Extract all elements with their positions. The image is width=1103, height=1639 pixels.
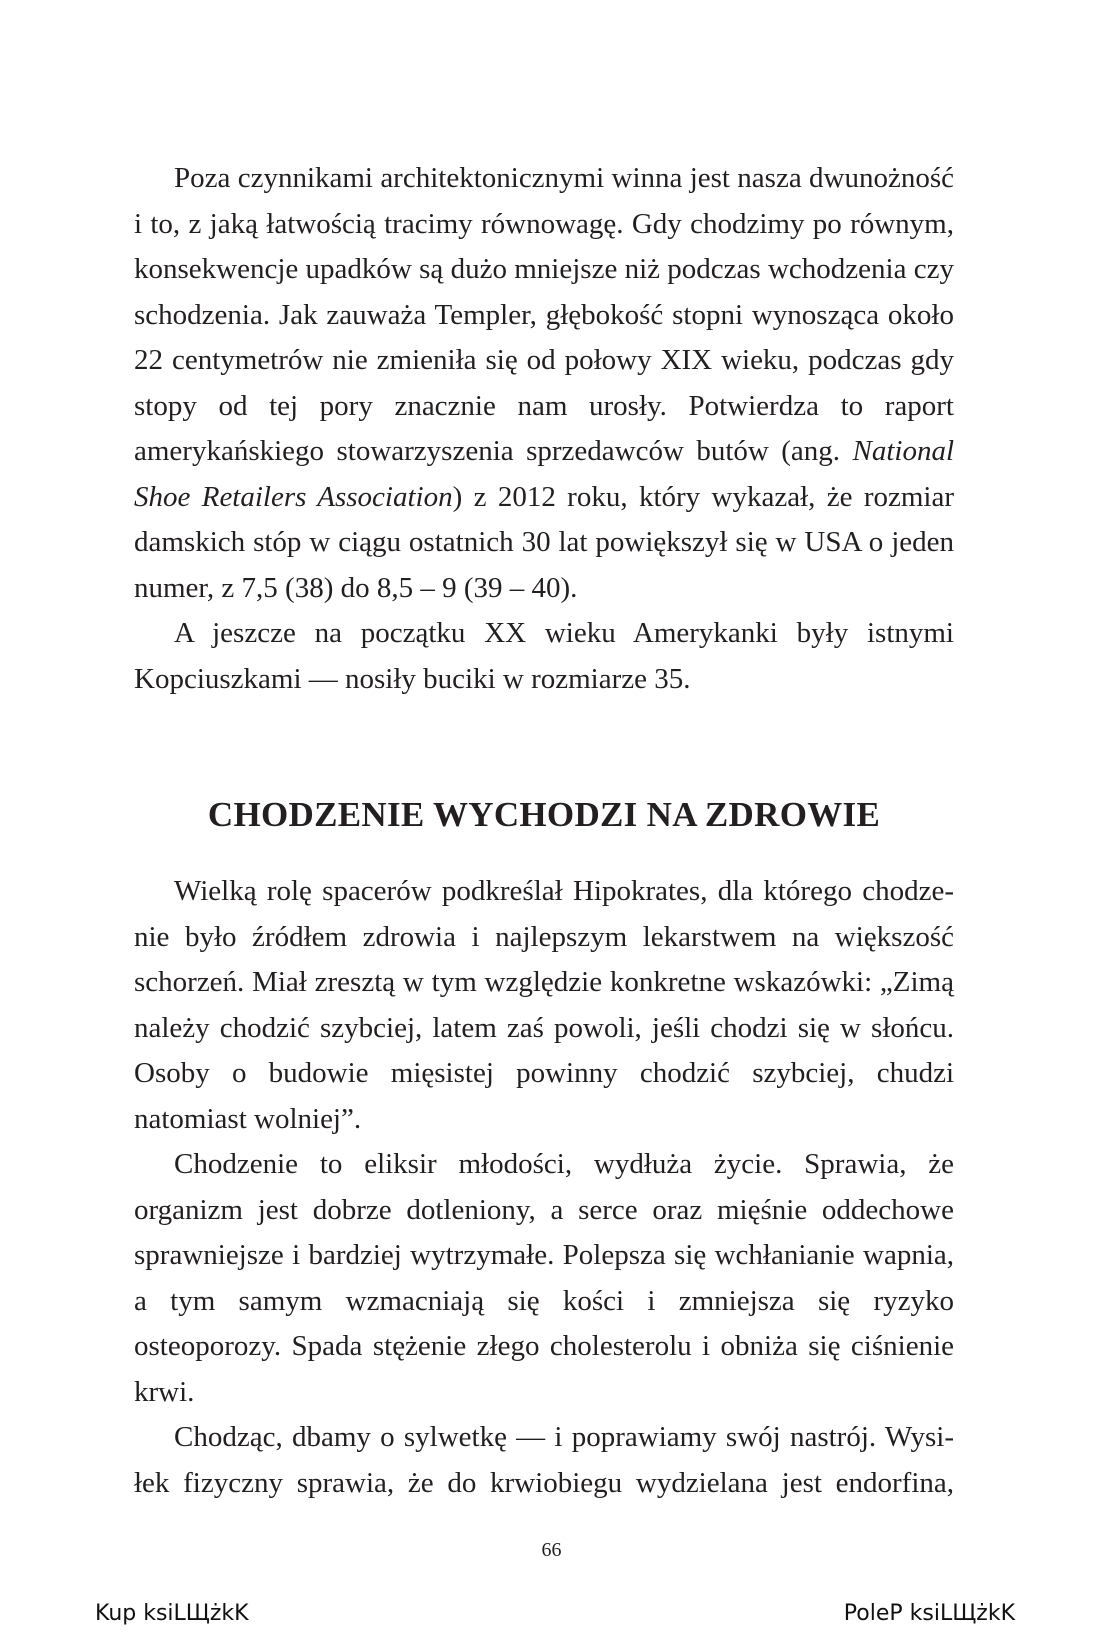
paragraph-hipokrates: Wielką rolę spacerów podkreślał Hipokrates, dla którego chodzenie było źródłem zdrowia i najlepszym lekarstwem na większość schorzeń. Miał zresztą w tym względzie konkretne wskazówki: „Zimą należy chodzić szybciej, latem zaś powoli, jeśli chodzi się w słońcu. Osoby o budowie mięsistej powinny chodzić szybciej, chudzi natomiast wolniej”. [134,875,954,1135]
page-number: 66 [541,1539,562,1561]
paragraph-kopciuszki: A jeszcze na początku XX wieku Amerykanki były istnymi Kopciuszkami — nosiły buciki w rozmiarze 35. [134,617,954,695]
section-heading: CHODZENIE WYCHODZI NA ZDROWIE [207,795,881,834]
body-text-top [134,156,954,702]
paragraph-dwunoznosc: Poza czynnikami architektonicznymi winna jest nasza dwunożność i to, z jaką łatwością tracimy równowagę. Gdy chodzimy po równym, konsekwencje upadków są dużo mniejsze niż podczas wchodzenia czy schodzenia. Jak zauważa Templer, głębokość stopni wynosząca około 22 centymetrów nie zmieniła się od połowy XIX wieku, podczas gdy stopy od tej pory znacznie nam urosły. Potwierdza to raport amerykańskiego stowarzyszenia sprzedawców butów (ang. National Shoe Retailers Association) z 2012 roku, który wykazał, że rozmiar damskich stóp w ciągu ostatnich 30 lat powiększył się w USA o jeden numer, z 7,5 (38) do 8,5 – 9 (39 – 40). [134,162,954,604]
paragraph-sylwetka: Chodząc, dbamy o sylwetkę — i poprawiamy swój nastrój. Wysiłek fizyczny sprawia, że do krwiobiegu wydzielana jest endorfina, [134,1421,954,1499]
recommend-book-link[interactable]: PoleP ksiLЩżkK [843,1601,1015,1626]
italic-association-name: National Shoe Retailers Association [134,435,954,513]
buy-book-link[interactable]: Kup ksiLЩżkK [95,1601,249,1626]
body-text-bottom [134,869,954,1506]
paragraph-eliksir: Chodzenie to eliksir młodości, wydłuża życie. Sprawia, że organizm jest dobrze dotleniony, a serce oraz mięśnie oddechowe sprawniejsze i bardziej wytrzymałe. Polepsza się wchłanianie wapnia, a tym samym wzmacniają się kości i zmniejsza się ryzyko osteoporozy. Spada stężenie złego cholesterolu i obniża się ciśnienie krwi. [134,1148,954,1408]
